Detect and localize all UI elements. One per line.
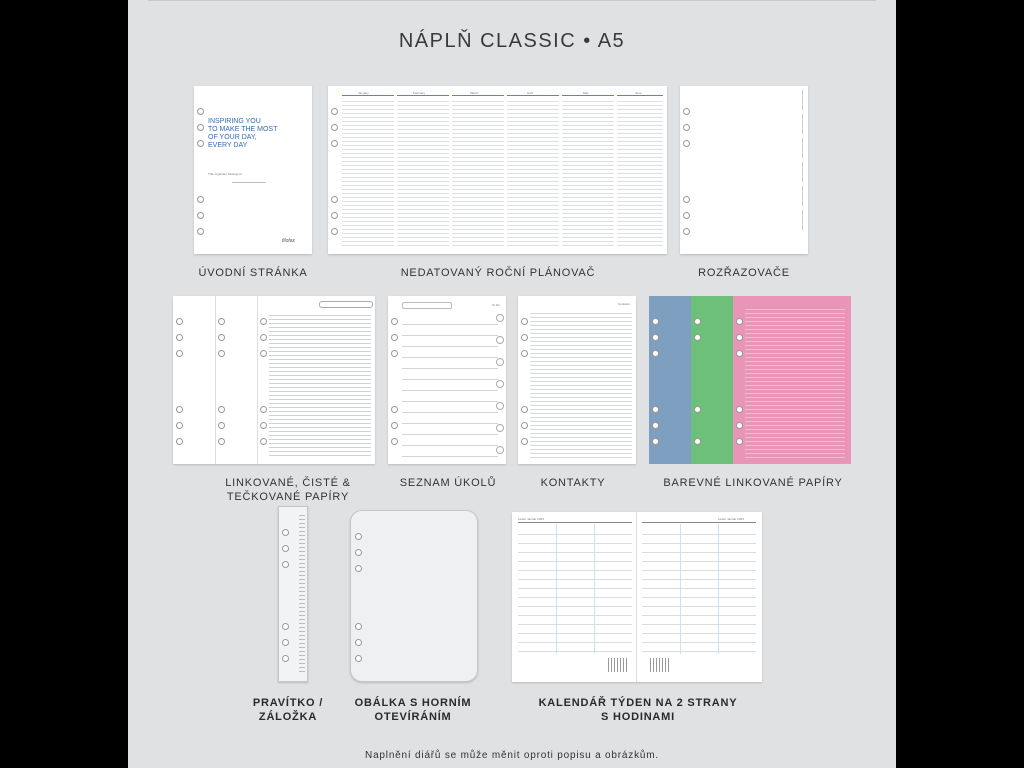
label-line: OTEVÍRÁNÍM [374,711,452,723]
checkbox-circle [496,380,504,388]
ring-hole [521,438,528,445]
ring-hole [355,565,362,572]
sheet-edge [257,296,258,464]
ring-hole [176,318,183,325]
label-todo-list: SEZNAM ÚKOLŮ [399,477,497,489]
label-line: OBÁLKA S HORNÍM [354,697,472,709]
product-panel [128,0,896,768]
ring-hole [694,334,701,341]
checkbox-circle [496,424,504,432]
ring-hole [521,334,528,341]
label-line: LINKOVANÉ, ČISTÉ & [225,477,351,489]
label-weekly-calendar [508,696,768,724]
ring-hole [736,438,743,445]
label-cover-page: ÚVODNÍ STRÁNKA [198,267,308,279]
week-heading-right: Leden Január 2025 [718,517,744,521]
signature-line [232,182,266,183]
ring-hole [176,334,183,341]
ring-hole [521,406,528,413]
divider-tab [802,114,808,134]
todo-heading: To Do [492,303,500,307]
ring-hole [683,140,690,147]
cover-slogan-line: EVERY DAY [208,142,248,149]
ring-hole [391,350,398,357]
cover-slogan-line: TO MAKE THE MOST [208,126,278,133]
ring-hole [218,406,225,413]
annual-planner-thumbnail [328,86,667,254]
ring-hole [736,318,743,325]
ring-hole [652,422,659,429]
ring-hole [197,228,204,235]
ring-hole [218,318,225,325]
ring-hole [260,318,267,325]
cover-slogan-line: OF YOUR DAY, [208,134,257,141]
planner-month-label: February [413,91,426,95]
hour-rules-left [518,526,632,654]
lined-sheet-rules [269,312,371,458]
label-contacts: KONTAKTY [540,477,606,489]
ring-hole [652,438,659,445]
planner-month-column [452,98,504,248]
ring-hole [331,228,338,235]
envelope-thumbnail [350,510,478,682]
label-line: S HODINAMI [601,711,675,723]
planner-month-label: April [527,91,534,95]
ring-hole [197,212,204,219]
ring-hole [260,334,267,341]
ring-hole [282,655,289,662]
mini-month-calendar [650,658,670,672]
planner-month-header-rule [617,95,663,96]
checkbox-circle [496,314,504,322]
colored-papers-thumbnail [649,296,851,464]
todo-header-box [402,302,452,309]
ring-hole [355,623,362,630]
paper-header-box [319,301,373,308]
ring-hole [331,140,338,147]
week-header-rule [642,522,756,523]
checkbox-circle [496,402,504,410]
ring-hole [282,623,289,630]
ring-hole [282,561,289,568]
ring-hole [176,406,183,413]
ring-hole [683,212,690,219]
planner-month-label: May [583,91,589,95]
contacts-rules [530,310,632,460]
todo-list-thumbnail [388,296,506,464]
planner-month-header-rule [342,95,394,96]
spread-fold [636,512,637,682]
ring-hole [652,334,659,341]
divider-tab [802,186,808,206]
ring-hole [260,438,267,445]
ruler-thumbnail [278,506,308,682]
ring-hole [391,406,398,413]
ring-hole [521,318,528,325]
ring-hole [391,438,398,445]
todo-rules [402,314,498,458]
planner-month-label: March [470,91,479,95]
ring-hole [197,140,204,147]
divider-tab [802,210,808,230]
ring-hole [694,438,701,445]
ruler-ticks [299,515,305,675]
label-annual-planner: NEDATOVANÝ ROČNÍ PLÁNOVAČ [400,267,596,279]
divider-tab [802,138,808,158]
contacts-heading: Contacts [618,302,630,306]
cover-slogan [208,118,277,150]
ring-hole [282,529,289,536]
top-divider [148,0,876,1]
ring-hole [218,422,225,429]
papers-thumbnail [173,296,375,464]
ring-hole [683,108,690,115]
label-line: KALENDÁŘ TÝDEN NA 2 STRANY [538,697,738,709]
checkbox-circle [496,336,504,344]
ring-hole [391,422,398,429]
ring-hole [694,406,701,413]
ring-hole [652,406,659,413]
ring-hole [683,228,690,235]
ring-hole [218,350,225,357]
mini-month-calendar [608,658,628,672]
ring-hole [176,438,183,445]
brand-logo: filofax [282,238,296,244]
page-title: NÁPLŇ CLASSIC • A5 [398,30,626,52]
week-heading-left: Leden Január 2025 [518,517,544,521]
label-ruler [238,696,338,724]
planner-month-label: January [358,91,369,95]
label-line: ZÁLOŽKA [258,711,318,723]
ring-hole [683,124,690,131]
ring-hole [176,422,183,429]
ring-hole [355,549,362,556]
disclaimer-footer: Naplnění diářů se může měnit oproti popisu a obrázkům. [365,750,659,761]
ring-hole [355,639,362,646]
ring-hole [683,196,690,203]
ring-hole [282,545,289,552]
ring-hole [197,108,204,115]
ring-hole [736,334,743,341]
ring-hole [260,406,267,413]
ring-hole [331,212,338,219]
checkbox-circle [496,446,504,454]
label-papers [178,476,398,504]
ring-hole [355,655,362,662]
ring-hole [331,124,338,131]
cover-slogan-line: INSPIRING YOU [208,118,261,125]
pink-paper-rules [745,306,845,458]
label-dividers: ROZŘAZOVAČE [698,267,790,279]
planner-month-label: June [635,91,642,95]
ring-hole [736,422,743,429]
ring-hole [218,438,225,445]
ring-hole [331,108,338,115]
divider-tab [802,162,808,182]
planner-month-header-rule [452,95,504,96]
ring-hole [736,350,743,357]
ring-hole [391,318,398,325]
ring-hole [197,124,204,131]
planner-month-column [342,98,394,248]
planner-month-column [397,98,449,248]
dividers-thumbnail [680,86,808,254]
ring-hole [260,422,267,429]
ring-hole [260,350,267,357]
checkbox-circle [496,358,504,366]
ring-hole [694,318,701,325]
planner-month-header-rule [507,95,559,96]
ring-hole [521,422,528,429]
cover-belongs-text: This organiser belongs to: [208,172,243,176]
ring-hole [652,318,659,325]
label-line: TEČKOVANÉ PAPÍRY [226,491,350,503]
ring-hole [652,350,659,357]
contacts-thumbnail [518,296,636,464]
week-header-rule [518,522,632,523]
planner-month-column [562,98,614,248]
ring-hole [521,350,528,357]
hour-rules-right [642,526,756,654]
ring-hole [331,196,338,203]
cover-page-thumbnail [194,86,312,254]
planner-month-column [617,98,663,248]
planner-month-header-rule [562,95,614,96]
ring-hole [736,406,743,413]
weekly-calendar-thumbnail [512,512,762,682]
divider-tab [802,90,808,110]
ring-hole [197,196,204,203]
ring-hole [355,533,362,540]
label-envelope [338,696,488,724]
planner-month-column [507,98,559,248]
label-line: PRAVÍTKO / [252,697,324,709]
ring-hole [391,334,398,341]
sheet-edge [215,296,216,464]
ring-hole [282,639,289,646]
ring-hole [218,334,225,341]
ring-hole [176,350,183,357]
label-colored-papers: BAREVNÉ LINKOVANÉ PAPÍRY [663,477,843,489]
planner-month-header-rule [397,95,449,96]
